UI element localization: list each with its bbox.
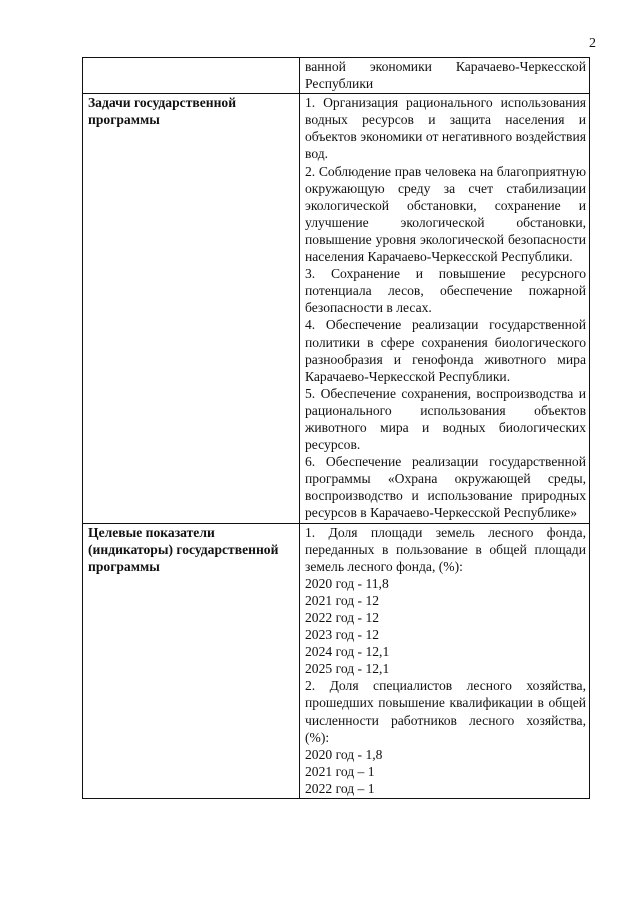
indicator-item: 1. Доля площади земель лесного фонда, переданных в пользование в общей площади земель лесного фонда, (%):: [305, 524, 586, 574]
row-value-indicators: [300, 523, 590, 799]
indicator-year-value: 2020 год - 11,8: [305, 575, 389, 591]
row-value-continuation: [300, 58, 590, 94]
indicator-year-value: 2022 год - 12: [305, 610, 380, 625]
table-row: [83, 94, 590, 523]
row-label-indicators: Целевые показатели (индикаторы) государственной программы: [83, 523, 300, 799]
indicator-year-value: 2024 год - 12,1: [305, 644, 390, 660]
task-item: 5. Обеспечение сохранения, воспроизводства и рационального использования объектов животного мира и водных биологических ресурсов.: [305, 385, 586, 453]
task-item: 4. Обеспечение реализации государственной политики в сфере сохранения биологического разнообразия и генофонда животного мира Карачаево-Черкесской Республики.: [305, 317, 586, 384]
row-label-empty: [83, 58, 300, 94]
indicator-year-value: 2020 год - 1,8: [305, 746, 383, 762]
page-number: 2: [589, 36, 596, 51]
program-passport-table: [82, 57, 590, 799]
task-item: 2. Соблюдение прав человека на благоприятную окружающую среду за счет стабилизации экологической обстановки, сохранение и улучшение экологической обстановки, повышение уровня экологической безопасности населения Карачаево-Черкесской Республики.: [305, 163, 586, 265]
continuation-line: ванной экономики Карачаево-Черкесской: [305, 59, 586, 74]
indicator-year-value: 2021 год - 12: [305, 592, 380, 608]
indicator-year-value: 2025 год - 12,1: [305, 661, 390, 677]
indicator-year-value: 2022 год – 1: [305, 780, 375, 796]
indicator-year-value: 2023 год - 12: [305, 627, 380, 643]
task-item: 3. Сохранение и повышение ресурсного потенциала лесов, обеспечение пожарной безопасности в лесах.: [305, 266, 586, 316]
indicator-year-value: 2021 год – 1: [305, 763, 375, 779]
table-row: [83, 523, 590, 799]
row-label-tasks: Задачи государственной программы: [83, 94, 300, 523]
continuation-line: Республики: [305, 76, 374, 92]
row-value-tasks: [300, 94, 590, 523]
task-item: 1. Организация рационального использования водных ресурсов и защита населения и объектов экономики от негативного воздействия вод.: [305, 95, 586, 162]
table-row: [83, 58, 590, 94]
indicator-item: 2. Доля специалистов лесного хозяйства, прошедших повышение квалификации в общей численности работников лесного хозяйства, (%):: [305, 678, 586, 745]
task-item: 6. Обеспечение реализации государственной программы «Охрана окружающей среды, воспроизводство и использование природных ресурсов в Карачаево-Черкесской Республике»: [305, 454, 586, 521]
